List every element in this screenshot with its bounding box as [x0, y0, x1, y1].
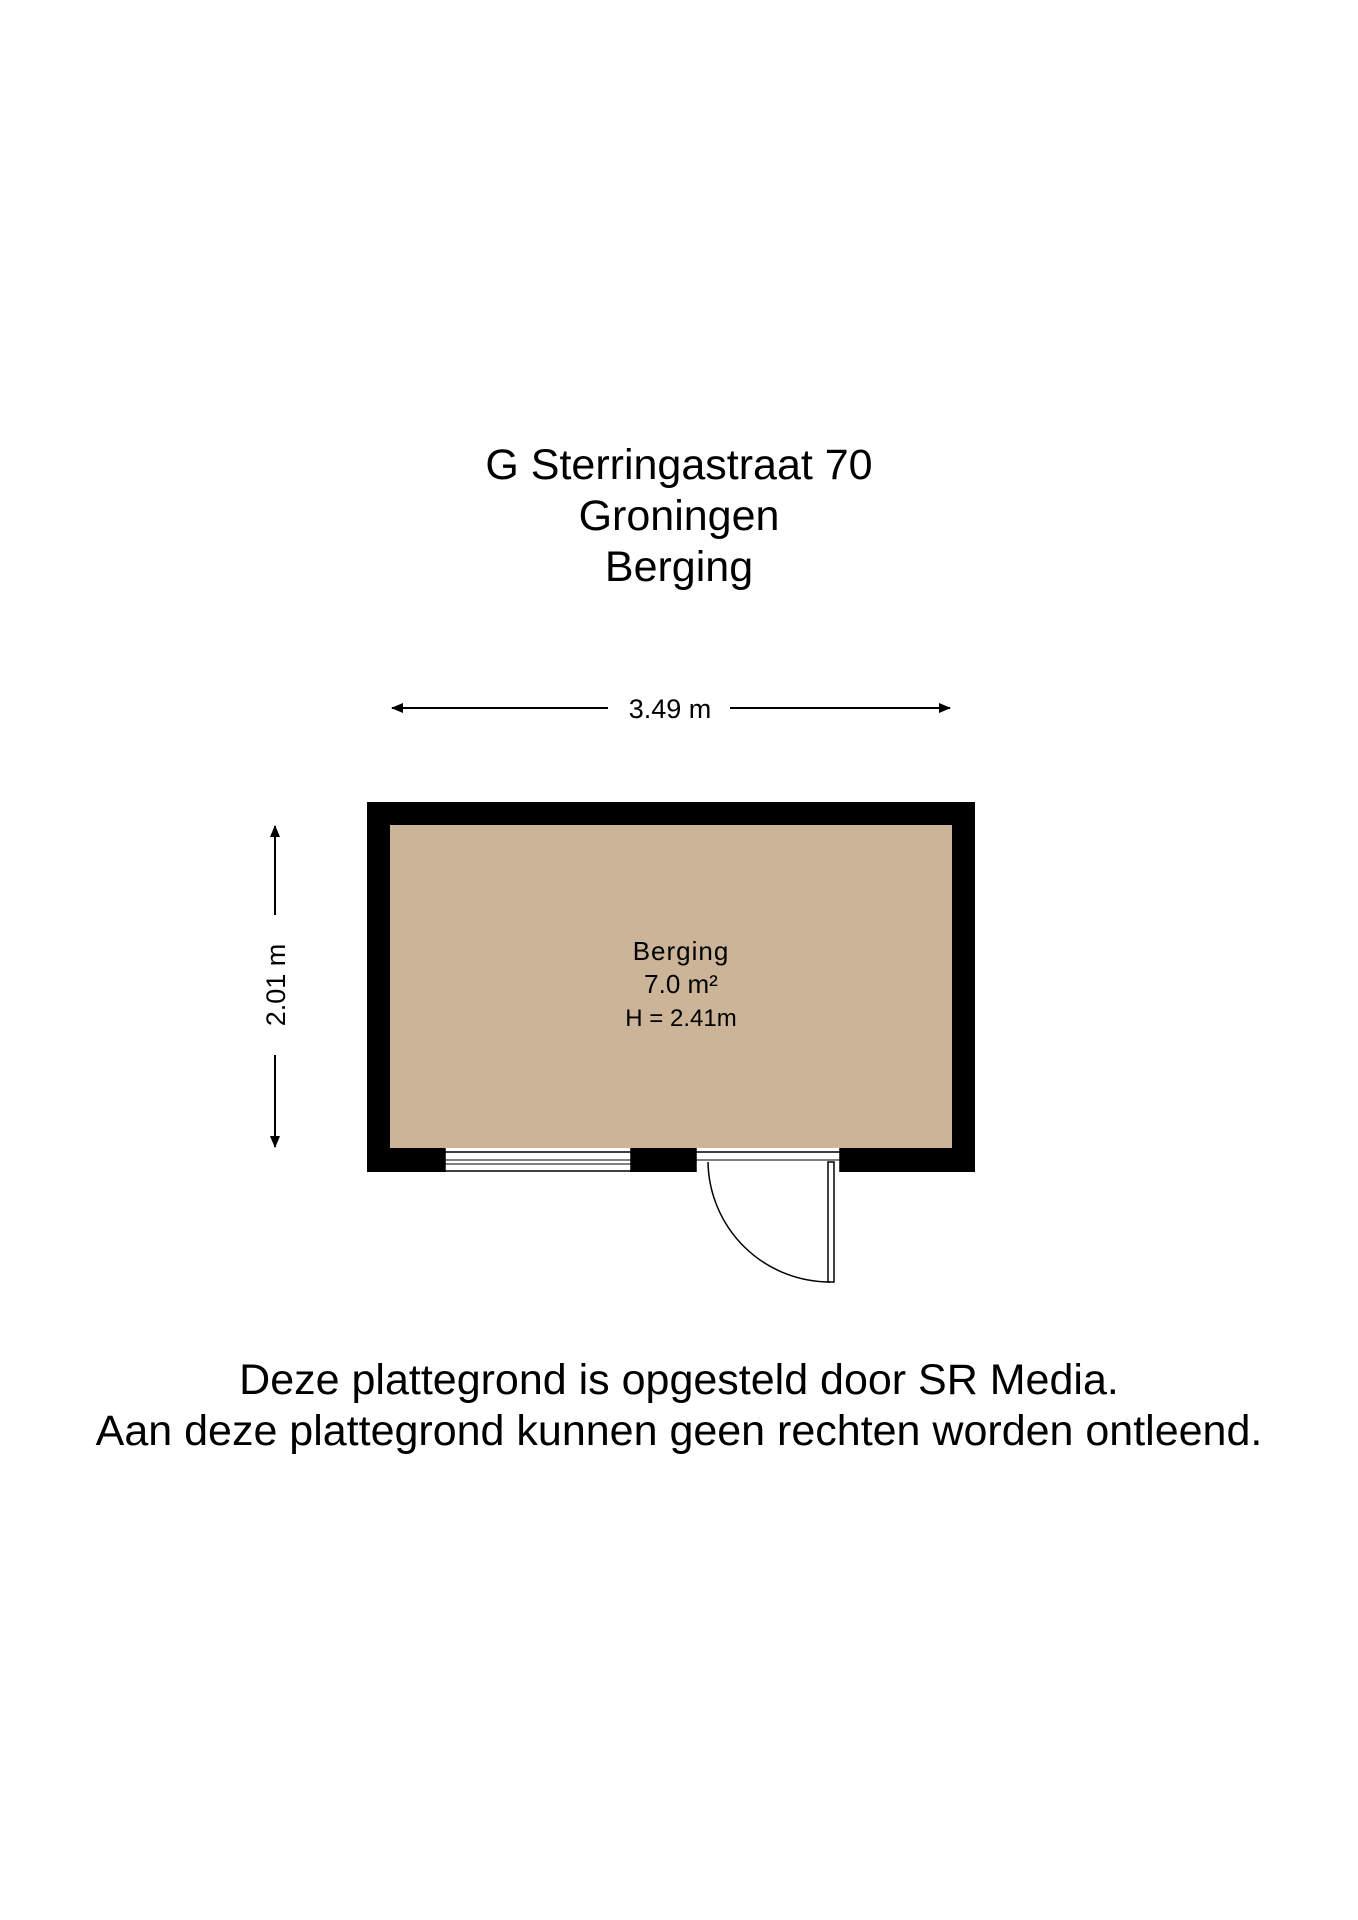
depth-dimension-label: 2.01 m — [261, 943, 291, 1027]
city-title: Groningen — [578, 492, 780, 540]
disclaimer-line-1: Deze plattegrond is opgesteld door SR Media. — [239, 1356, 1119, 1404]
disclaimer-line-2: Aan deze plattegrond kunnen geen rechten worden ontleend. — [95, 1407, 1263, 1455]
room-name: Berging — [632, 936, 730, 966]
room-area: 7.0 m² — [644, 969, 718, 999]
room-berging — [367, 802, 975, 1282]
floor-title: Berging — [604, 543, 754, 591]
door-swing-arc — [708, 1162, 830, 1282]
door — [696, 1148, 840, 1282]
window — [445, 1148, 631, 1172]
disclaimer — [0, 1355, 1358, 1457]
width-dimension-label: 3.49 m — [628, 694, 712, 724]
room-height: H = 2.41m — [625, 1005, 737, 1032]
address-title: G Sterringastraat 70 — [485, 441, 873, 489]
door-leaf — [828, 1162, 834, 1282]
width-dimension — [392, 694, 950, 724]
depth-dimension — [261, 826, 291, 1147]
